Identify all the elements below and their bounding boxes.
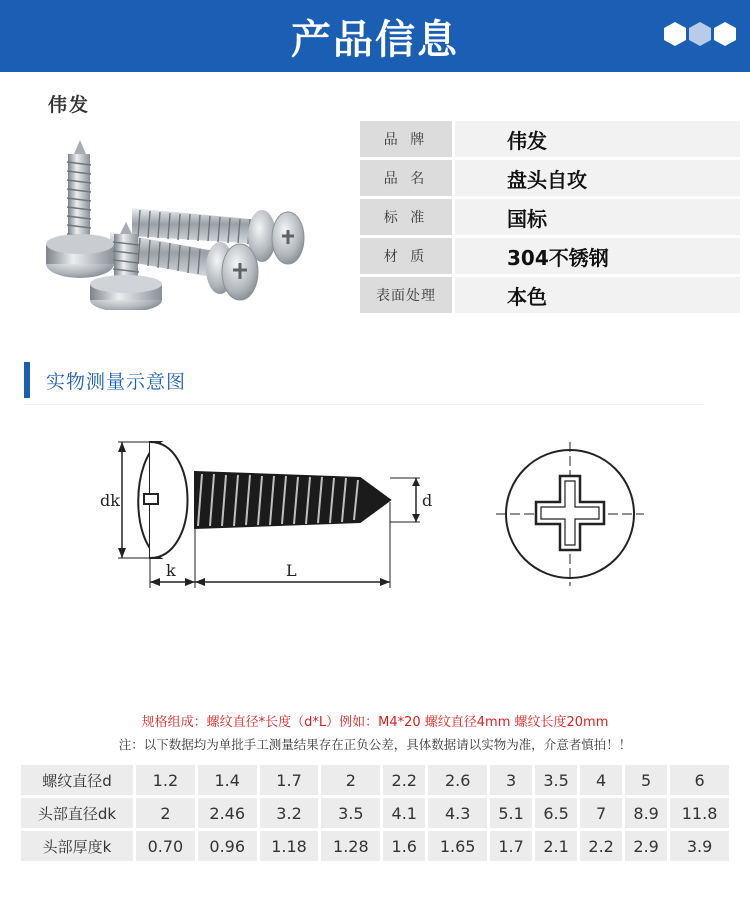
divider bbox=[24, 404, 704, 405]
table-cell: 3.9 bbox=[670, 831, 729, 861]
page-title: 产品信息 bbox=[291, 17, 459, 63]
spec-note: 规格组成：螺纹直径*长度（d*L）例如：M4*20 螺纹直径4mm 螺纹长度20mm bbox=[141, 715, 609, 730]
table-cell: 1.6 bbox=[383, 831, 425, 861]
table-cell: 6.5 bbox=[535, 798, 577, 828]
info-value: 盘头自攻 bbox=[455, 160, 740, 196]
info-row-material bbox=[360, 238, 740, 274]
info-key: 表面处理 bbox=[360, 277, 452, 313]
table-row bbox=[21, 798, 729, 828]
d-label: d bbox=[422, 491, 433, 510]
table-cell: 3 bbox=[490, 765, 532, 795]
table-cell: 1.28 bbox=[321, 831, 380, 861]
screw-side-view bbox=[118, 442, 420, 588]
row-label: 螺纹直径d bbox=[21, 765, 133, 795]
section-heading bbox=[24, 362, 186, 398]
measurement-diagram bbox=[90, 420, 700, 600]
table-cell: 0.70 bbox=[136, 831, 195, 861]
info-row-finish bbox=[360, 277, 740, 313]
table-cell: 2.6 bbox=[428, 765, 487, 795]
dk-label: dk bbox=[100, 491, 120, 510]
table-cell: 2.1 bbox=[535, 831, 577, 861]
table-row bbox=[21, 765, 729, 795]
info-value: 304不锈钢 bbox=[455, 238, 740, 274]
section-title: 实物测量示意图 bbox=[46, 370, 187, 393]
hexagon-icon bbox=[714, 22, 736, 46]
disclaimer-note: 注：以下数据均为单批手工测量结果存在正负公差，具体数据请以实物为准，介意者慎拍！！ bbox=[118, 737, 632, 752]
info-key: 品 牌 bbox=[360, 121, 452, 157]
table-cell: 2 bbox=[136, 798, 195, 828]
table-cell: 4 bbox=[580, 765, 622, 795]
table-cell: 3.5 bbox=[535, 765, 577, 795]
table-cell: 2.9 bbox=[625, 831, 667, 861]
hexagon-icon bbox=[689, 22, 711, 46]
row-label: 头部厚度k bbox=[21, 831, 133, 861]
table-cell: 4.3 bbox=[428, 798, 487, 828]
table-cell: 1.7 bbox=[260, 765, 319, 795]
table-cell: 2 bbox=[321, 765, 380, 795]
info-value: 伟发 bbox=[455, 121, 740, 157]
section-bar bbox=[24, 362, 30, 398]
info-value: 国标 bbox=[455, 199, 740, 235]
info-key: 材 质 bbox=[360, 238, 452, 274]
table-cell: 1.4 bbox=[198, 765, 257, 795]
table-cell: 3.5 bbox=[321, 798, 380, 828]
table-cell: 11.8 bbox=[670, 798, 729, 828]
table-cell: 4.1 bbox=[383, 798, 425, 828]
header-banner bbox=[0, 0, 750, 72]
info-key: 品 名 bbox=[360, 160, 452, 196]
table-cell: 8.9 bbox=[625, 798, 667, 828]
dimensions-table bbox=[18, 762, 732, 864]
table-cell: 0.96 bbox=[198, 831, 257, 861]
table-cell: 2.2 bbox=[383, 765, 425, 795]
row-label: 头部直径dk bbox=[21, 798, 133, 828]
brand-label: 伟发 bbox=[48, 94, 91, 116]
info-row-brand bbox=[360, 121, 740, 157]
table-cell: 1.18 bbox=[260, 831, 319, 861]
table-cell: 1.65 bbox=[428, 831, 487, 861]
table-cell: 2.2 bbox=[580, 831, 622, 861]
table-cell: 5.1 bbox=[490, 798, 532, 828]
table-cell: 3.2 bbox=[260, 798, 319, 828]
table-cell: 1.7 bbox=[490, 831, 532, 861]
table-cell: 7 bbox=[580, 798, 622, 828]
info-value: 本色 bbox=[455, 277, 740, 313]
table-cell: 5 bbox=[625, 765, 667, 795]
hexagon-icon bbox=[664, 22, 686, 46]
hexagon-decoration bbox=[664, 22, 736, 46]
info-key: 标 准 bbox=[360, 199, 452, 235]
table-cell: 2.46 bbox=[198, 798, 257, 828]
k-label: k bbox=[166, 561, 176, 580]
table-cell: 1.2 bbox=[136, 765, 195, 795]
table-row bbox=[21, 831, 729, 861]
info-row-name bbox=[360, 160, 740, 196]
screw-vertical-tall bbox=[46, 140, 114, 278]
table-cell: 6 bbox=[670, 765, 729, 795]
l-label: L bbox=[286, 561, 297, 580]
screw-top-view bbox=[496, 442, 644, 586]
product-photo bbox=[40, 140, 320, 310]
info-row-standard bbox=[360, 199, 740, 235]
product-info-table bbox=[360, 121, 740, 316]
